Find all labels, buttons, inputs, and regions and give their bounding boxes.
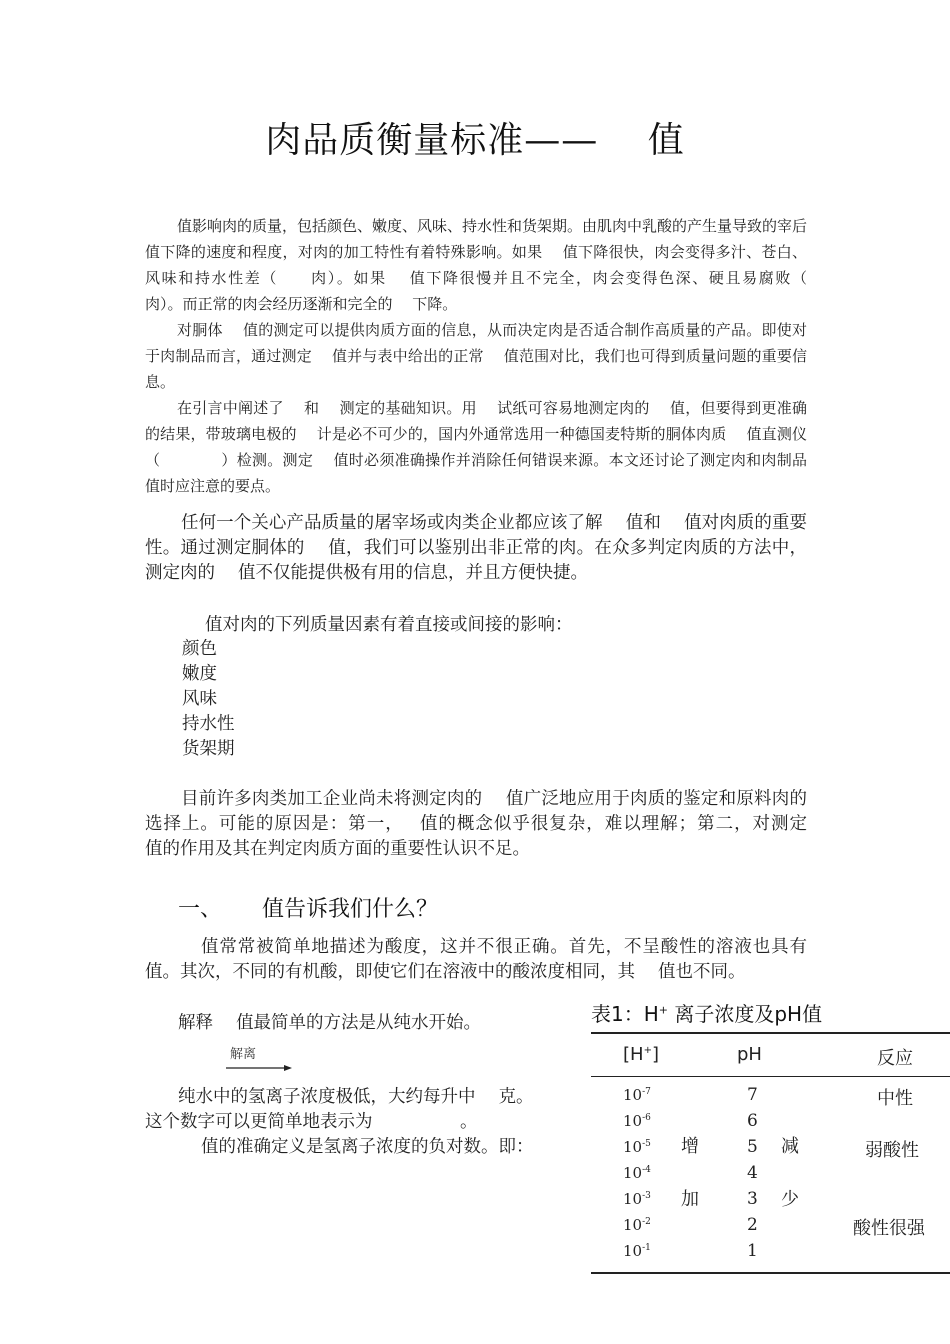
list-item: 货架期	[182, 739, 235, 759]
reaction-label: 弱酸性	[865, 1140, 919, 1161]
concentration-base: 10	[623, 1086, 643, 1104]
reaction-label: 中性	[877, 1088, 913, 1109]
table-cell-concentration	[623, 1138, 651, 1156]
list-item: 持水性	[182, 714, 235, 734]
table-cell-concentration	[623, 1112, 651, 1130]
table-cell-concentration	[623, 1190, 651, 1208]
section-paragraph: 值常常被简单地描述为酸度，这并不很正确。首先，不呈酸性的溶液也具有 值。其次，不同的有机酸，即使它们在溶液中的酸浓度相同，其 值也不同。	[145, 937, 831, 982]
increase-char: 加	[681, 1189, 699, 1210]
table-cell-ph: 4	[747, 1163, 758, 1183]
concentration-exponent: -3	[642, 1191, 651, 1201]
application-paragraph: 目前许多肉类加工企业尚未将测定肉的 值广泛地应用于肉质的鉴定和原料肉的选择上。可能的原因是：第一， 值的概念似乎很复杂，难以理解；第二，对测定 值的作用及其在判定肉质方面的重要性认识不足。	[145, 789, 831, 859]
header-conc-text: [H	[623, 1044, 644, 1065]
increase-char: 增	[681, 1136, 699, 1157]
concentration-exponent: -2	[642, 1217, 651, 1227]
section-heading	[178, 892, 438, 923]
intro-section	[145, 213, 838, 499]
decrease-char: 少	[781, 1189, 799, 1210]
table-cell-concentration	[623, 1086, 651, 1104]
header-conc-sup: +	[643, 1045, 652, 1056]
concentration-exponent: -4	[642, 1165, 651, 1175]
table-caption	[591, 998, 822, 1027]
application-section	[145, 787, 831, 862]
concentration-exponent: -7	[642, 1087, 651, 1097]
section-heading-text: 值告诉我们什么？	[262, 897, 439, 922]
caption-text: 表1：H	[591, 1002, 659, 1026]
concentration-base: 10	[623, 1242, 643, 1260]
definition-line: 值的准确定义是氢离子浓度的负对数。即：	[201, 1137, 534, 1157]
concentration-base: 10	[623, 1190, 643, 1208]
concentration-exponent: -1	[642, 1243, 651, 1253]
table-cell-ph: 3	[747, 1189, 758, 1209]
ion-concentration-table	[591, 1032, 950, 1274]
header-concentration	[623, 1044, 659, 1065]
table-cell-concentration	[623, 1216, 651, 1234]
concentration-base: 10	[623, 1216, 643, 1234]
header-ph: pH	[737, 1044, 762, 1065]
list-item: 嫩度	[182, 664, 217, 684]
dissociation-arrow	[226, 1043, 292, 1073]
table-cell-concentration	[623, 1242, 651, 1260]
header-conc-tail: ]	[651, 1044, 659, 1065]
header-reaction: 反应	[877, 1048, 913, 1069]
table-cell-ph: 2	[747, 1215, 758, 1235]
concentration-exponent: -5	[642, 1139, 651, 1149]
intro-paragraph: 对胴体 值的测定可以提供肉质方面的信息，从而决定肉是否适合制作高质量的产品。即使对于肉制品而言，通过测定 值并与表中给出的正常 值范围对比，我们也可得到质量问题的重要信息。	[145, 321, 807, 391]
water-section	[145, 1085, 565, 1160]
water-paragraph: 纯水中的氢离子浓度极低，大约每升中 克。	[178, 1087, 534, 1107]
concentration-base: 10	[623, 1138, 643, 1156]
explain-line: 解释 值最简单的方法是从纯水开始。	[178, 1013, 482, 1033]
list-item: 风味	[182, 689, 217, 709]
decrease-char: 减	[781, 1136, 799, 1157]
quality-factor-list	[182, 637, 235, 762]
list-item: 颜色	[182, 639, 217, 659]
table-cell-ph: 7	[747, 1085, 758, 1105]
table-cell-ph: 1	[747, 1241, 758, 1261]
arrow-label: 解离	[230, 1047, 257, 1062]
water-paragraph: 这个数字可以更简单地表示为 。	[145, 1112, 478, 1132]
intro-paragraph: 在引言中阐述了 和 测定的基础知识。用 试纸可容易地测定肉的 值，但要得到更准确的结果，带玻璃电极的 计是必不可少的，国内外通常选用一种德国麦特斯的胴体肉质 值直测仪（ ）检测。测定 值时必须准确操作并消除任何错误来源。本文还讨论了测定肉和肉制品 值时应注意的要点。	[145, 399, 827, 495]
table-cell-ph: 5	[747, 1137, 758, 1157]
section-number: 一、	[178, 897, 223, 922]
reaction-label: 酸性很强	[853, 1218, 925, 1239]
importance-paragraph: 任何一个关心产品质量的屠宰场或肉类企业都应该了解 值和 值对肉质的重要性。通过测定胴体的 值，我们可以鉴别出非正常的肉。在众多判定肉质的方法中，测定肉的 值不仅能提供极有用的信息，并且方便快捷。	[145, 513, 807, 583]
concentration-base: 10	[623, 1112, 643, 1130]
concentration-exponent: -6	[642, 1113, 651, 1123]
table-cell-concentration	[623, 1164, 651, 1182]
factors-intro: 值对肉的下列质量因素有着直接或间接的影响：	[205, 615, 573, 635]
intro-paragraph: 值影响肉的质量，包括颜色、嫩度、风味、持水性和货架期。由肌肉中乳酸的产生量导致的宰后 值下降的速度和程度，对肉的加工特性有着特殊影响。如果 值下降很快，肉会变得多汁、苍白、风味和持水性差（ 肉）。如果 值下降很慢并且不完全，肉会变得色深、硬且易腐败（ 肉）。而正常的肉会经历逐渐和完全的 下降。	[145, 217, 838, 313]
section-body	[145, 935, 831, 985]
header-divider	[591, 1076, 950, 1077]
table-cell-ph: 6	[747, 1111, 758, 1131]
page-title: 肉品质衡量标准—— 值	[265, 120, 685, 161]
caption-tail: 离子浓度及pH值	[667, 1002, 823, 1026]
importance-section	[145, 511, 807, 586]
concentration-base: 10	[623, 1164, 643, 1182]
right-arrow-icon	[226, 1063, 292, 1073]
caption-sup: +	[658, 1003, 668, 1017]
